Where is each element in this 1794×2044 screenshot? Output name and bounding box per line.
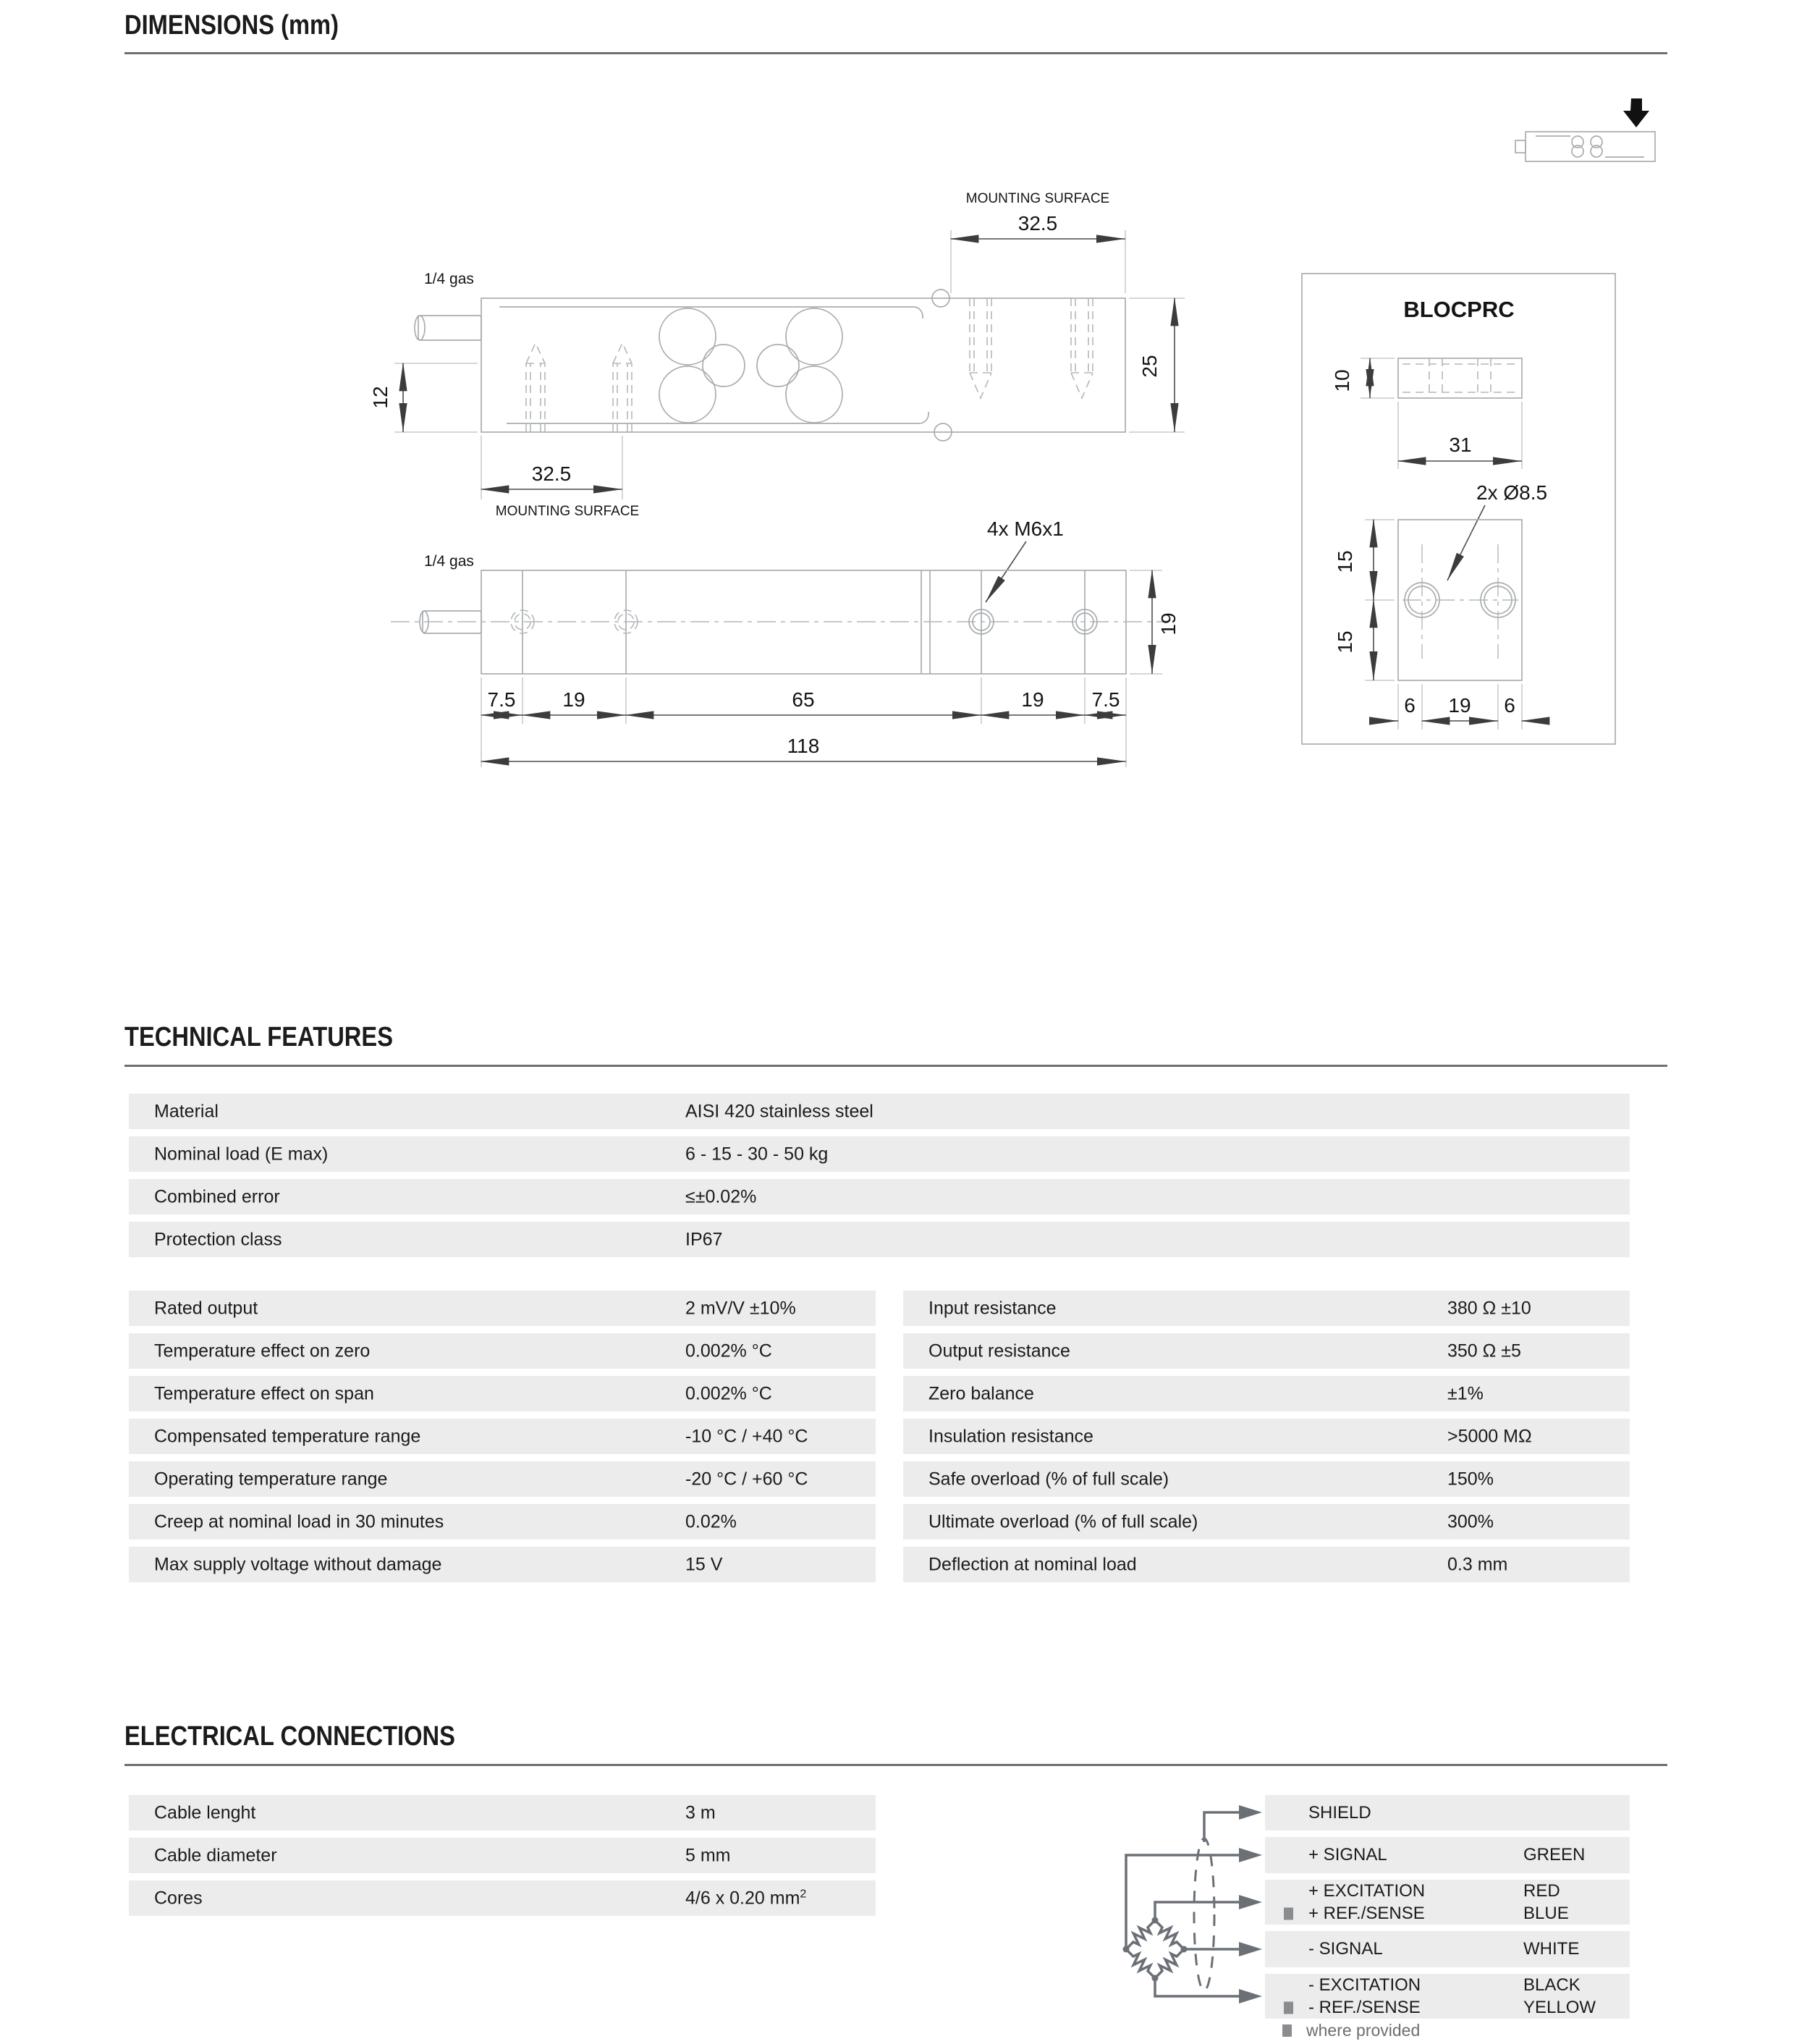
holes-label: 2x Ø8.5 (1476, 481, 1548, 504)
row-value: 3 m (685, 1802, 716, 1823)
wire-color: RED (1523, 1880, 1560, 1901)
row-label: Ultimate overload (% of full scale) (928, 1511, 1198, 1532)
table-row (129, 1547, 876, 1582)
mounting-surface-top-label: MOUNTING SURFACE (965, 191, 1110, 206)
table-row (903, 1333, 1630, 1369)
wire-label: - EXCITATION (1308, 1975, 1421, 1995)
blocprc-title: BLOCPRC (1403, 297, 1515, 322)
wire-arrow-icon (1239, 1805, 1262, 1820)
wire-color: YELLOW (1523, 1997, 1596, 2017)
row-label: Insulation resistance (928, 1426, 1093, 1446)
row-label: Zero balance (928, 1383, 1034, 1403)
table-row (903, 1547, 1630, 1582)
dimensions-title: DIMENSIONS (mm) (124, 10, 339, 41)
row-label: Safe overload (% of full scale) (928, 1469, 1169, 1489)
table-row (129, 1179, 1630, 1215)
dim-seg: 6 (1404, 694, 1416, 717)
electrical-connections-title: ELECTRICAL CONNECTIONS (124, 1721, 455, 1752)
dim-seg: 7.5 (1091, 688, 1120, 711)
row-value: 0.002% °C (685, 1383, 772, 1403)
table-row (903, 1461, 1630, 1497)
table-row (129, 1880, 876, 1916)
row-label: Rated output (154, 1298, 258, 1318)
row-label: Nominal load (E max) (154, 1144, 329, 1164)
row-value: ±1% (1447, 1383, 1484, 1403)
row-value: AISI 420 stainless steel (685, 1101, 873, 1121)
wiring-row (1265, 1795, 1630, 1830)
table-row (129, 1504, 876, 1540)
dim-118: 118 (787, 735, 820, 757)
row-value: IP67 (685, 1229, 723, 1249)
gas-label-side: 1/4 gas (424, 271, 474, 287)
wire-arrow-icon (1239, 1848, 1262, 1862)
dim-31: 31 (1449, 434, 1472, 456)
thread-label: 4x M6x1 (987, 518, 1064, 540)
dim-seg: 6 (1504, 694, 1515, 717)
row-label: Cores (154, 1888, 203, 1908)
dim-seg: 19 (562, 688, 585, 711)
dim-15-lower: 15 (1334, 630, 1356, 654)
table-row (129, 1838, 876, 1873)
table-row (903, 1291, 1630, 1326)
dim-seg: 65 (792, 688, 815, 711)
note-text: where provided (1306, 2021, 1421, 2040)
technical-features-rule (124, 1065, 1667, 1067)
row-value: 380 Ω ±10 (1447, 1298, 1531, 1318)
row-value: >5000 MΩ (1447, 1426, 1532, 1446)
row-value: -20 °C / +60 °C (685, 1469, 808, 1489)
table-row (903, 1504, 1630, 1540)
mounting-surface-bottom-label: MOUNTING SURFACE (495, 504, 640, 519)
dim-12: 12 (369, 386, 392, 409)
table-row (129, 1376, 876, 1411)
table-row (129, 1222, 1630, 1257)
row-label: Compensated temperature range (154, 1426, 421, 1446)
wiring-row (1265, 1931, 1630, 1967)
wire-color: BLUE (1523, 1903, 1569, 1923)
wire-color: BLACK (1523, 1975, 1581, 1995)
wire-label: SHIELD (1308, 1802, 1371, 1823)
row-value: 300% (1447, 1511, 1494, 1532)
row-label: Combined error (154, 1186, 280, 1207)
side-view-drawing (362, 174, 1216, 528)
row-label: Output resistance (928, 1340, 1070, 1361)
table-row (129, 1333, 876, 1369)
wiring-row (1265, 1837, 1630, 1873)
wire-label: + REF./SENSE (1308, 1903, 1425, 1923)
dim-25: 25 (1138, 355, 1161, 378)
table-row (903, 1376, 1630, 1411)
row-value: 2 mV/V ±10% (685, 1298, 796, 1318)
row-label: Temperature effect on zero (154, 1340, 371, 1361)
row-label: Max supply voltage without damage (154, 1554, 442, 1574)
where-provided-marker (1282, 2024, 1292, 2037)
dim-32-5-bottom: 32.5 (531, 463, 572, 485)
row-value: ≤±0.02% (685, 1186, 757, 1207)
cable-shield-ellipse (1194, 1838, 1214, 1990)
row-label: Protection class (154, 1229, 282, 1249)
row-value (685, 1888, 806, 1909)
dim-seg: 19 (1021, 688, 1044, 711)
wiring-diagram (1042, 1766, 1274, 2044)
row-value: 6 - 15 - 30 - 50 kg (685, 1144, 829, 1164)
row-label: Cable diameter (154, 1845, 277, 1865)
row-label: Temperature effect on span (154, 1383, 374, 1403)
where-provided-marker (1284, 1907, 1293, 1920)
technical-features-title: TECHNICAL FEATURES (124, 1022, 393, 1052)
wire-label: + EXCITATION (1308, 1880, 1426, 1901)
row-value: 5 mm (685, 1845, 731, 1865)
wire-label: + SIGNAL (1308, 1845, 1387, 1864)
down-arrow-icon (1623, 98, 1649, 127)
row-value: 0.02% (685, 1511, 737, 1532)
gas-label-plan: 1/4 gas (424, 553, 474, 570)
row-value: 0.002% °C (685, 1340, 772, 1361)
wiring-row (1265, 1880, 1630, 1925)
wiring-row (1265, 1974, 1630, 2019)
table-row (129, 1419, 876, 1454)
blocprc-drawing (1295, 268, 1628, 760)
wire-arrow-icon (1239, 1989, 1262, 2003)
dim-10: 10 (1331, 369, 1353, 392)
wire-arrow-icon (1239, 1942, 1262, 1956)
dim-32-5-top: 32.5 (1017, 212, 1058, 235)
row-label: Input resistance (928, 1298, 1057, 1318)
table-row (129, 1136, 1630, 1172)
row-label: Operating temperature range (154, 1469, 388, 1489)
row-label: Cable lenght (154, 1802, 256, 1823)
row-label: Creep at nominal load in 30 minutes (154, 1511, 444, 1532)
table-row (129, 1291, 876, 1326)
wire-color: WHITE (1523, 1939, 1580, 1959)
row-value: 15 V (685, 1554, 723, 1574)
plan-view-drawing (362, 507, 1230, 782)
cores-value-sup: 2 (800, 1887, 807, 1900)
where-provided-note (1282, 2021, 1420, 2040)
table-row (129, 1461, 876, 1497)
row-label: Material (154, 1101, 219, 1121)
where-provided-marker (1284, 2001, 1293, 2014)
dim-15-upper: 15 (1334, 550, 1356, 573)
wire-label: - REF./SENSE (1308, 1997, 1421, 2017)
row-value: 150% (1447, 1469, 1494, 1489)
dim-19-side: 19 (1157, 612, 1180, 635)
row-value: -10 °C / +40 °C (685, 1426, 808, 1446)
cores-value: 4/6 x 0.20 mm (685, 1888, 800, 1909)
electrical-connections-rule (124, 1764, 1667, 1766)
row-value: 350 Ω ±5 (1447, 1340, 1521, 1361)
load-direction-icon (1476, 87, 1672, 170)
row-label: Deflection at nominal load (928, 1554, 1137, 1574)
wire-arrow-icon (1239, 1895, 1262, 1909)
table-row (903, 1419, 1630, 1454)
table-row (129, 1795, 876, 1830)
row-value: 0.3 mm (1447, 1554, 1508, 1574)
wire-color: GREEN (1523, 1845, 1586, 1864)
table-row (129, 1094, 1630, 1129)
wire-label: - SIGNAL (1308, 1939, 1383, 1959)
dimensions-rule (124, 52, 1667, 54)
dim-seg: 7.5 (487, 688, 516, 711)
dim-seg: 19 (1448, 694, 1471, 717)
